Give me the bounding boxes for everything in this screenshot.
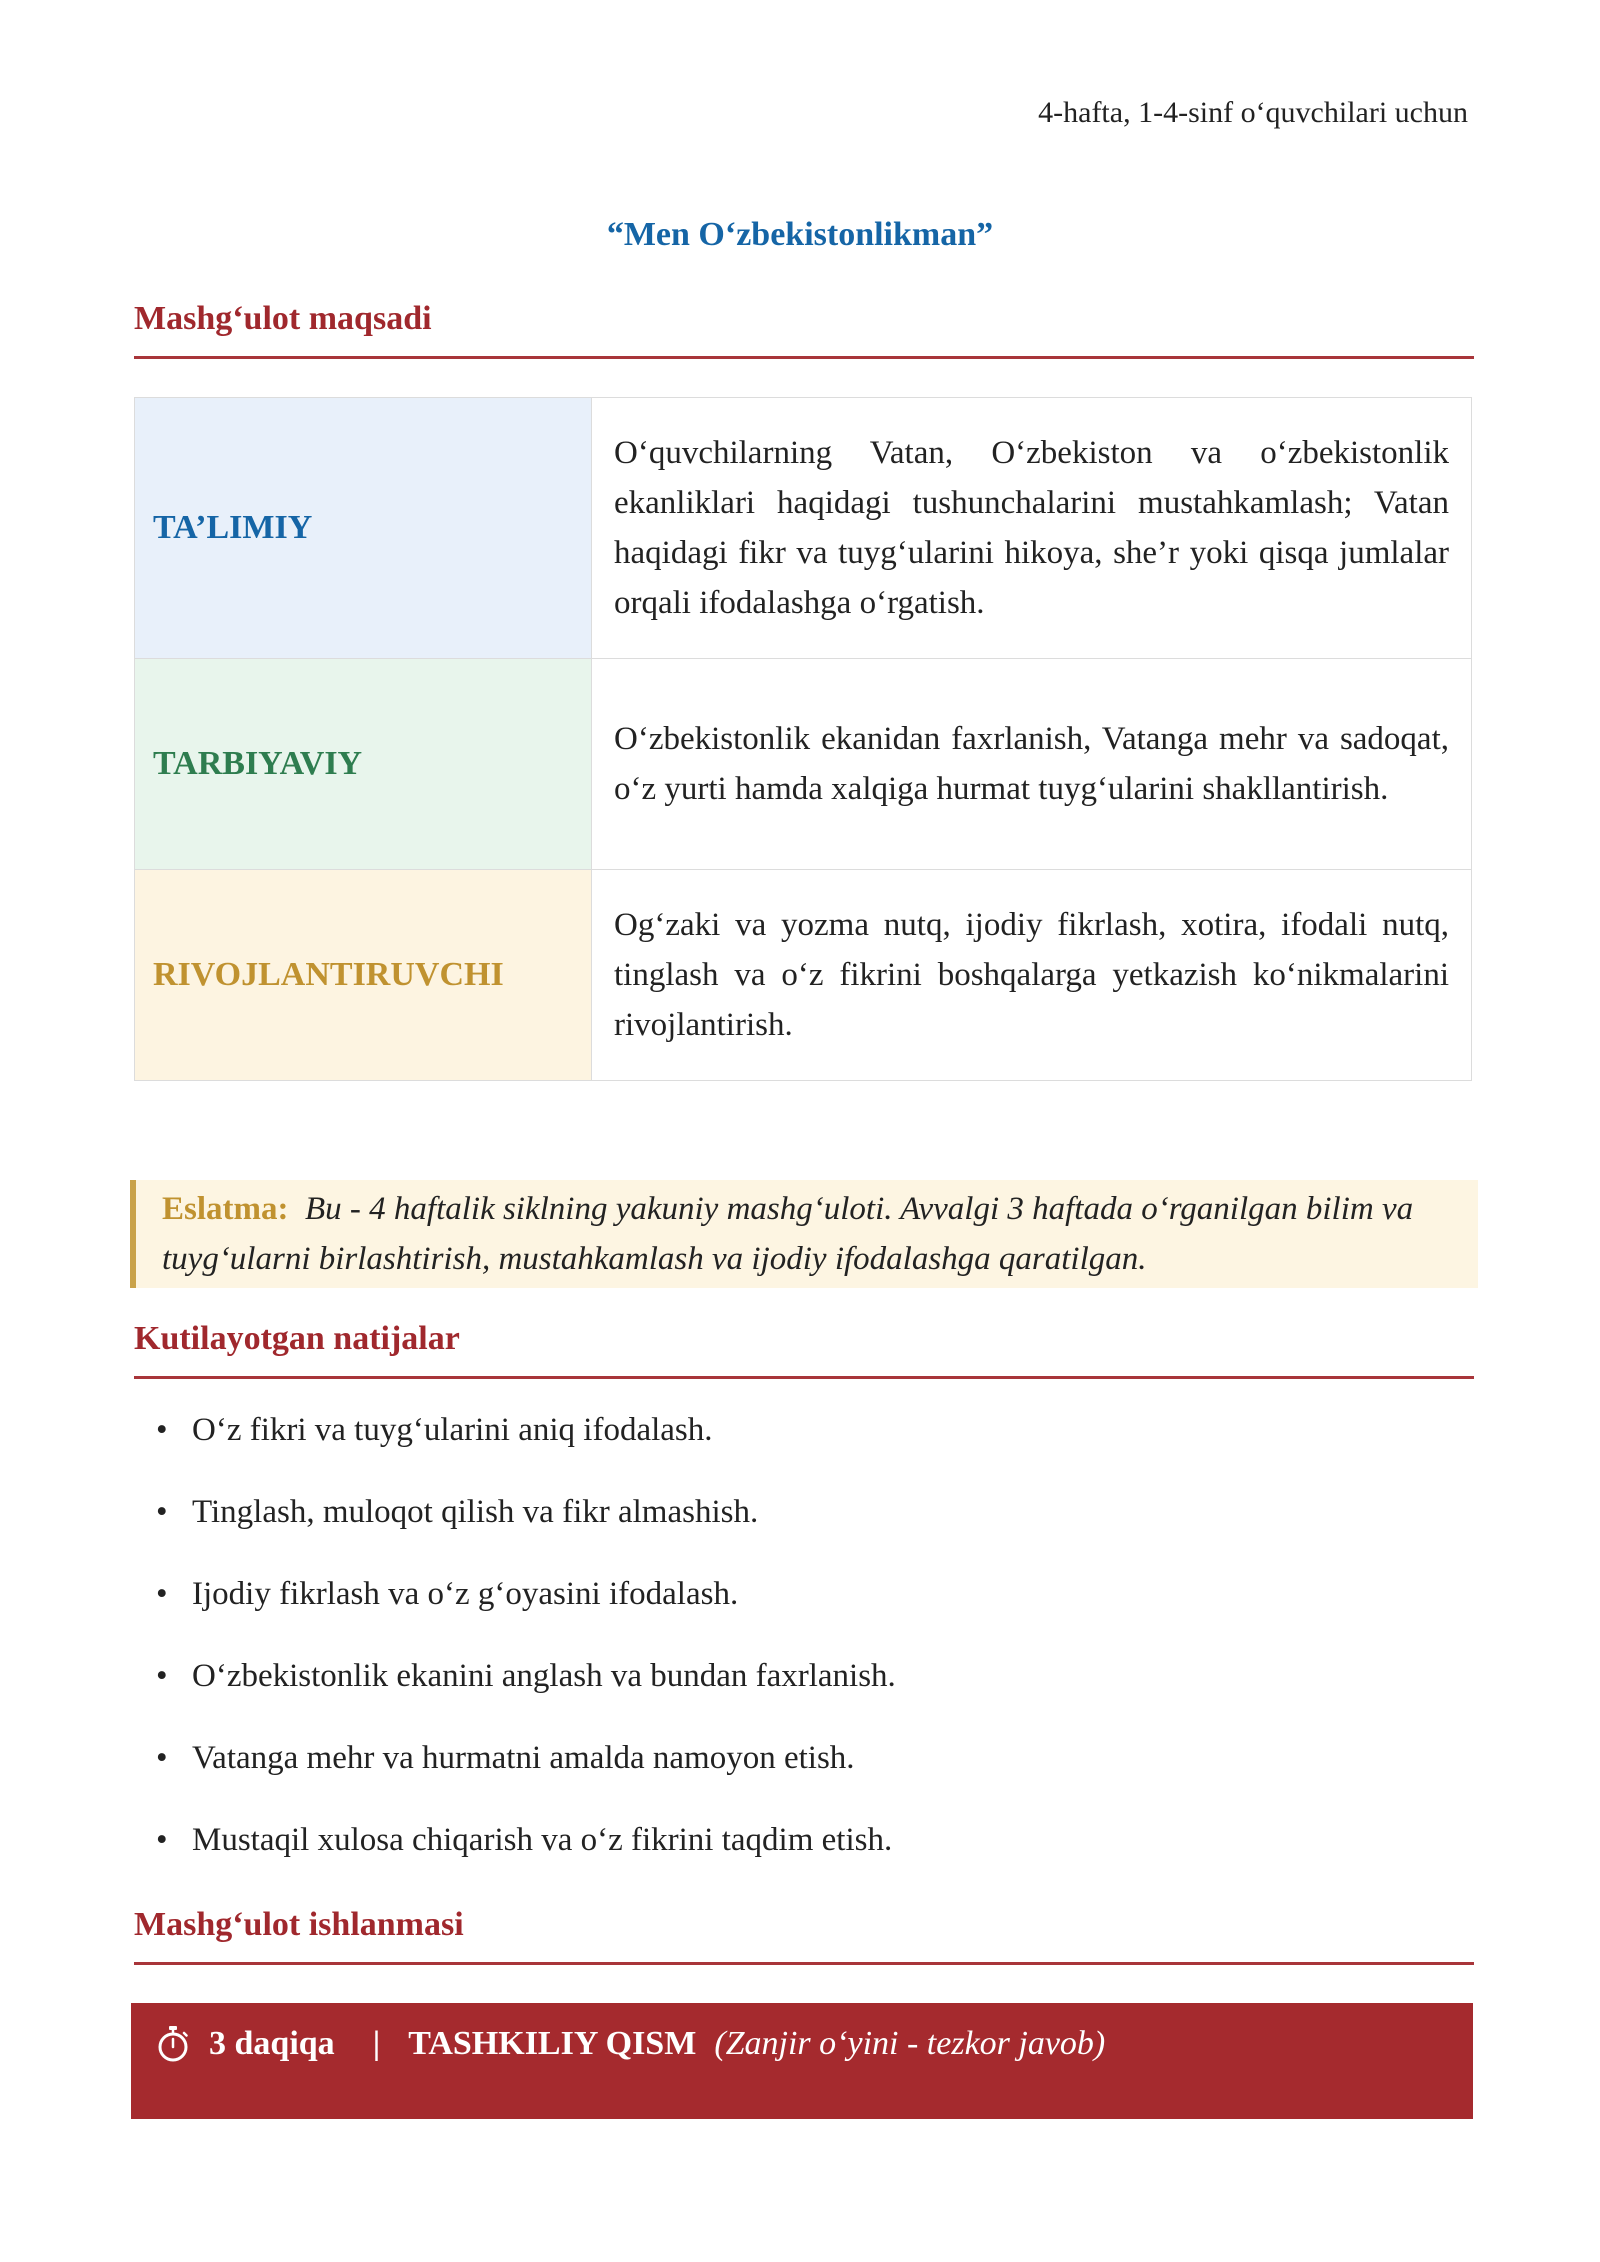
goal-row-tarbiyaviy [135, 659, 1472, 870]
bullet-icon: • [156, 1740, 168, 1776]
stopwatch-icon [155, 2025, 191, 2063]
goal-label: RIVOJLANTIRUVCHI [135, 870, 592, 1081]
separator: | [372, 2025, 381, 2062]
list-item: • O‘zbekistonlik ekanini anglash va bundan faxrlanish. [150, 1646, 1450, 1728]
list-item: • Mustaqil xulosa chiqarish va o‘z fikrini taqdim etish. [150, 1810, 1450, 1892]
stage-banner-row [155, 2025, 1105, 2063]
goals-table [134, 397, 1472, 1081]
results-list [150, 1400, 1450, 1892]
stage-title: TASHKILIY QISM [408, 2025, 697, 2062]
stage-subtitle: (Zanjir o‘yini - tezkor javob) [714, 2025, 1106, 2062]
plan-heading: Mashg‘ulot ishlanmasi [134, 1906, 1474, 1965]
goal-text: O‘zbekistonlik ekanidan faxrlanish, Vatanga mehr va sadoqat, o‘z yurti hamda xalqiga hurmat tuyg‘ularini shakllantirish. [592, 659, 1472, 870]
goal-text: O‘quvchilarning Vatan, O‘zbekiston va o‘zbekistonlik ekanliklari haqidagi tushunchalarini mustahkamlash; Vatan haqidagi fikr va tuyg‘ularini hikoya, she’r yoki qisqa jumlalar orqali ifodalashga o‘rgatish. [592, 398, 1472, 659]
bullet-icon: • [156, 1576, 168, 1612]
page-title: “Men O‘zbekistonlikman” [606, 216, 994, 253]
bullet-icon: • [156, 1412, 168, 1448]
list-item: • Vatanga mehr va hurmatni amalda namoyon etish. [150, 1728, 1450, 1810]
note-callout [130, 1180, 1478, 1288]
duration-label: 3 daqiqa [209, 2025, 335, 2062]
stage-banner [131, 2003, 1473, 2119]
bullet-icon: • [156, 1658, 168, 1694]
running-head: 4-hafta, 1-4-sinf o‘quvchilari uchun [1038, 96, 1468, 129]
goals-heading: Mashg‘ulot maqsadi [134, 300, 1474, 359]
goal-text: Og‘zaki va yozma nutq, ijodiy fikrlash, xotira, ifodali nutq, tinglash va o‘z fikrini boshqalarga yetkazish ko‘nikmalarini rivojlantirish. [592, 870, 1472, 1081]
list-item: • Tinglash, muloqot qilish va fikr almashish. [150, 1482, 1450, 1564]
list-item: • Ijodiy fikrlash va o‘z g‘oyasini ifodalash. [150, 1564, 1450, 1646]
results-heading: Kutilayotgan natijalar [134, 1320, 1474, 1379]
goal-label: TARBIYAVIY [135, 659, 592, 870]
bullet-icon: • [156, 1822, 168, 1858]
list-item: • O‘z fikri va tuyg‘ularini aniq ifodalash. [150, 1400, 1450, 1482]
note-label: Eslatma: [162, 1191, 289, 1227]
goal-label: TA’LIMIY [135, 398, 592, 659]
goal-row-talimiy [135, 398, 1472, 659]
bullet-icon: • [156, 1494, 168, 1530]
goal-row-rivojlantiruvchi [135, 870, 1472, 1081]
note-text: Bu - 4 haftalik siklning yakuniy mashg‘uloti. Avvalgi 3 haftada o‘rganilgan bilim va tuyg‘ularni birlashtirish, mustahkamlash va ijodiy ifodalashga qaratilgan. [162, 1191, 1414, 1277]
